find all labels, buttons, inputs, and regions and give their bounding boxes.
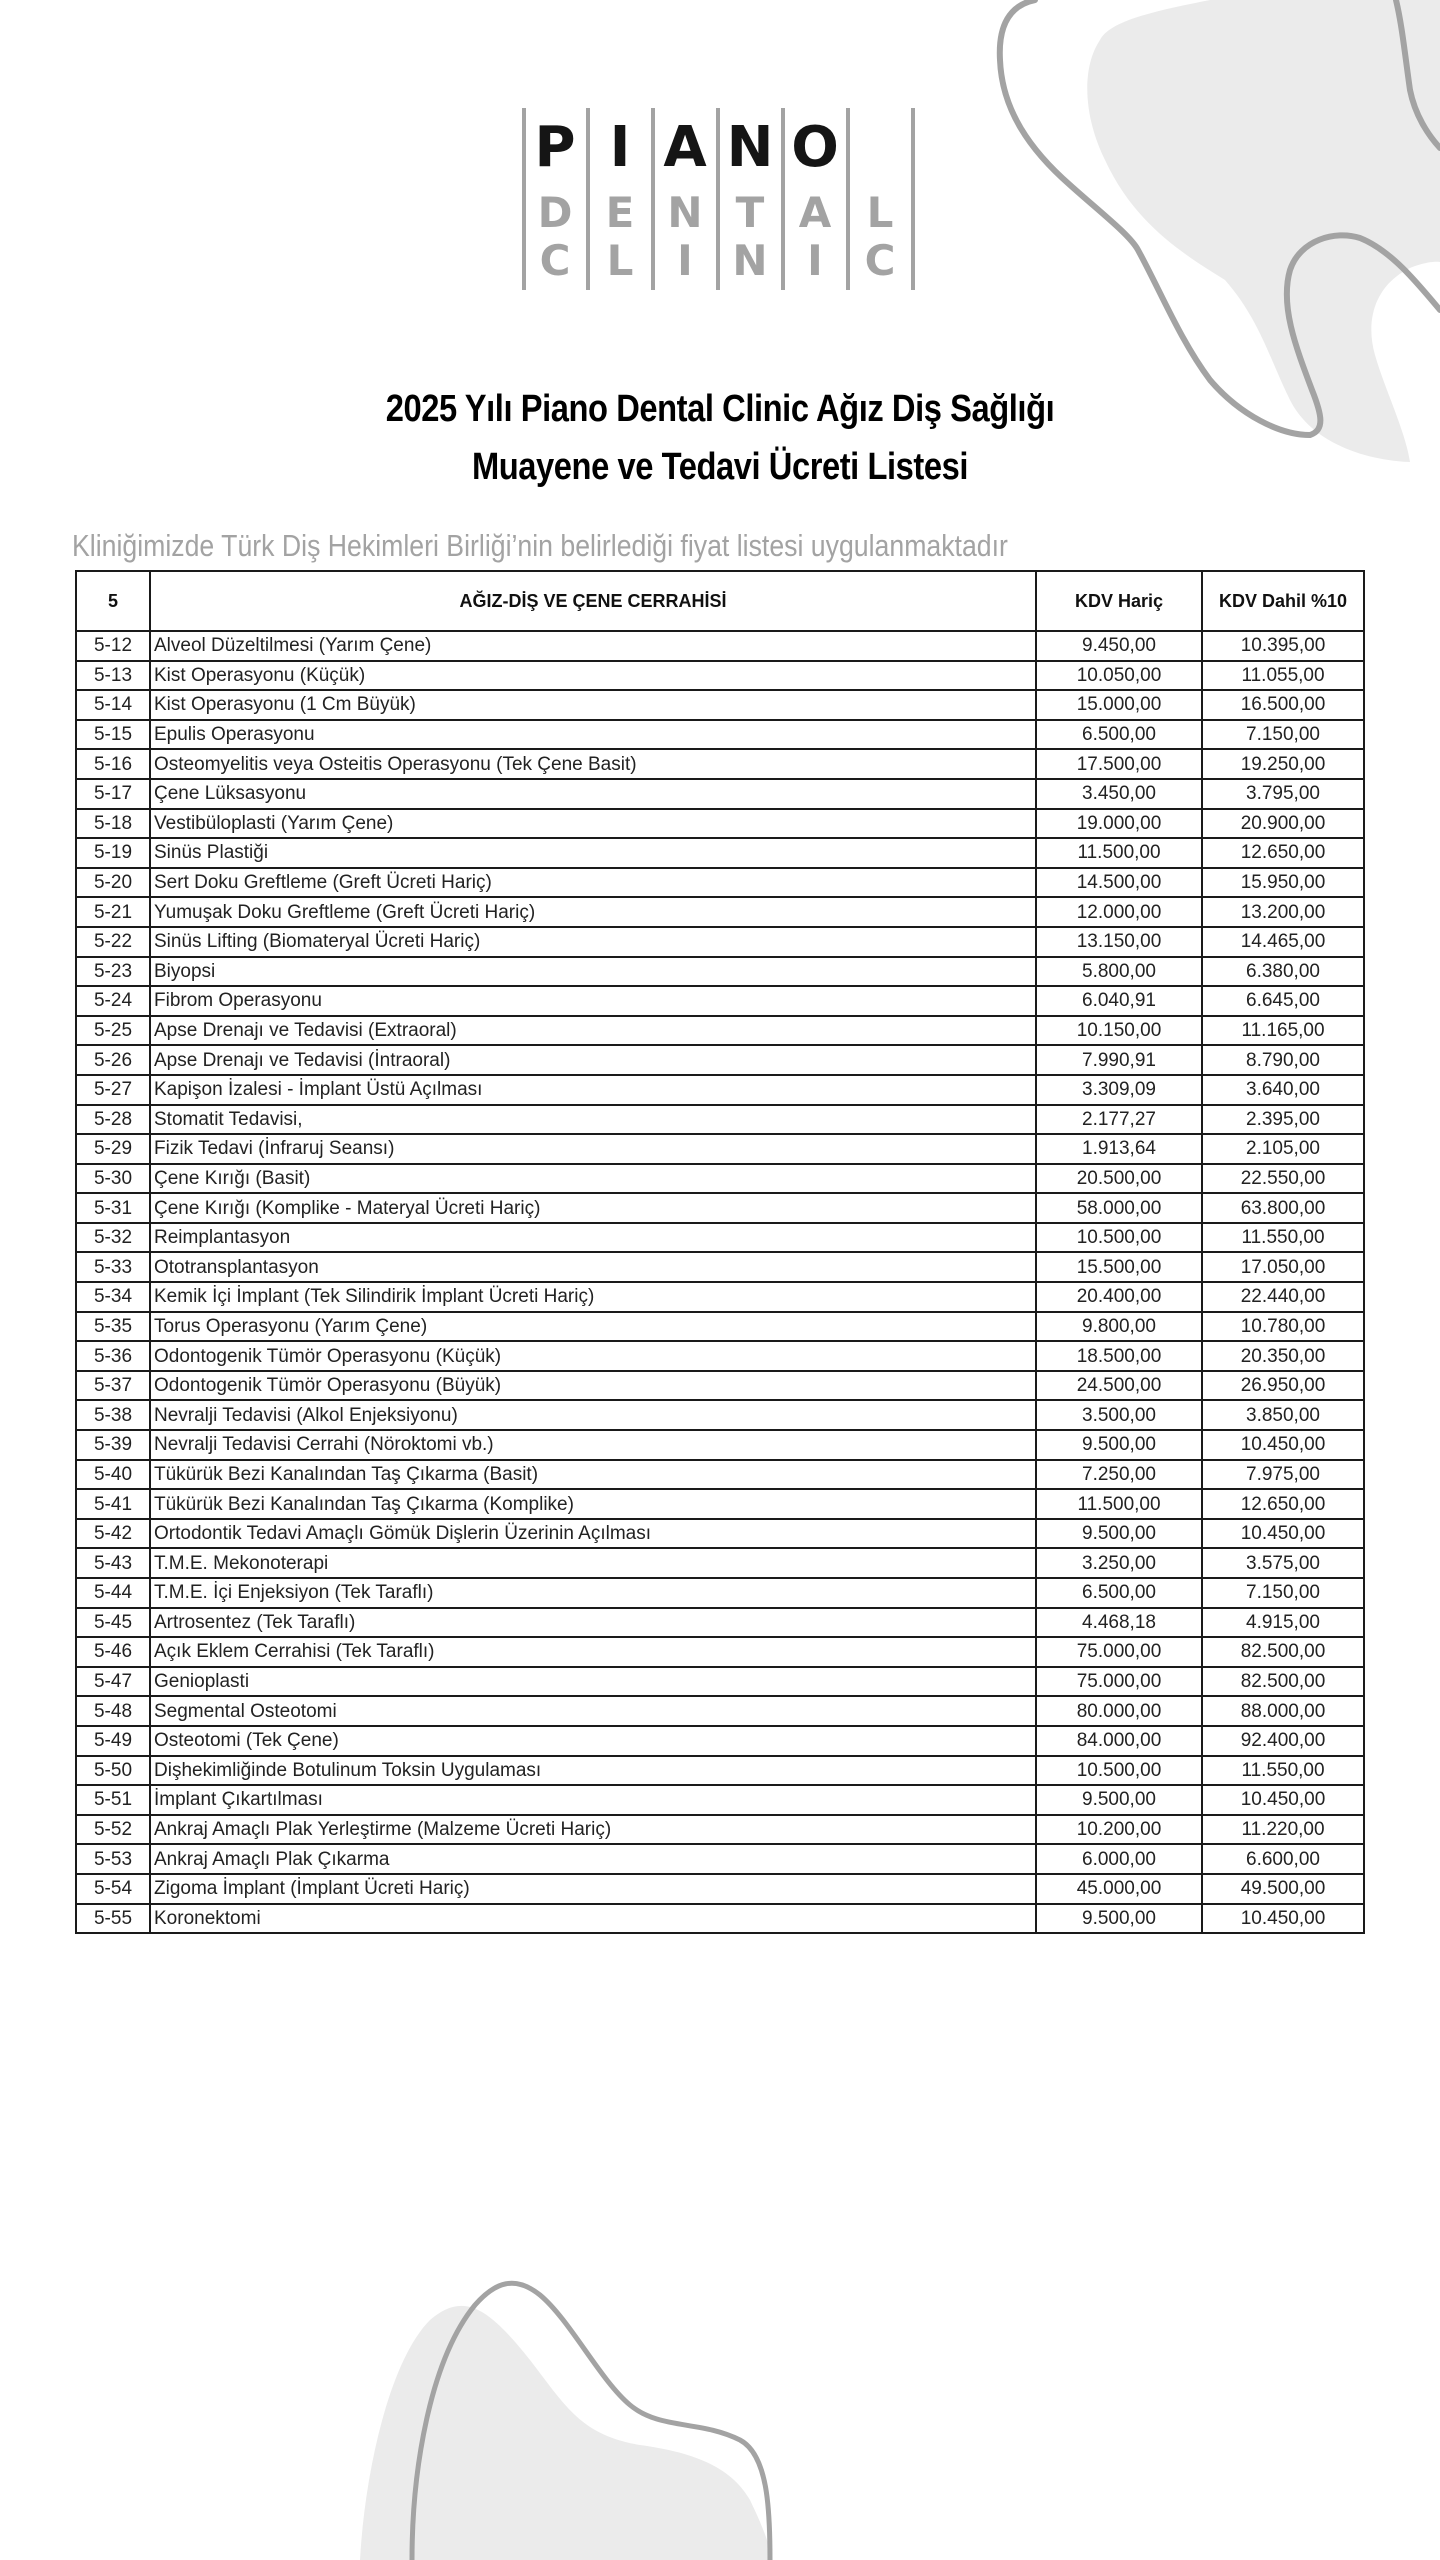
procedure-name-cell: Çene Kırığı (Basit): [150, 1164, 1036, 1194]
table-row: [76, 1756, 1364, 1786]
table-row: [76, 1844, 1364, 1874]
price-incl-vat-cell: 10.395,00: [1202, 631, 1364, 661]
procedure-name-cell: Sinüs Lifting (Biomateryal Ücreti Hariç): [150, 927, 1036, 957]
procedure-code-cell: 5-51: [76, 1785, 150, 1815]
procedure-name-cell: Fibrom Operasyonu: [150, 986, 1036, 1016]
procedure-name-cell: Koronektomi: [150, 1904, 1036, 1934]
table-row: [76, 1726, 1364, 1756]
procedure-code-cell: 5-32: [76, 1223, 150, 1253]
logo-letter: N: [726, 115, 774, 180]
procedure-name-cell: Osteomyelitis veya Osteitis Operasyonu (Tek Çene Basit): [150, 749, 1036, 779]
procedure-name-cell: Çene Kırığı (Komplike - Materyal Ücreti Hariç): [150, 1193, 1036, 1223]
price-excl-vat-cell: 15.500,00: [1036, 1252, 1202, 1282]
procedure-name-cell: Kemik İçi İmplant (Tek Silindirik İmplant Ücreti Hariç): [150, 1282, 1036, 1312]
procedure-name-cell: Dişhekimliğinde Botulinum Toksin Uygulaması: [150, 1756, 1036, 1786]
price-incl-vat-cell: 7.150,00: [1202, 720, 1364, 750]
procedure-code-cell: 5-17: [76, 779, 150, 809]
procedure-code-cell: 5-43: [76, 1548, 150, 1578]
procedure-code-cell: 5-49: [76, 1726, 150, 1756]
price-excl-vat-cell: 6.040,91: [1036, 986, 1202, 1016]
table-row: [76, 779, 1364, 809]
price-incl-vat-cell: 3.575,00: [1202, 1548, 1364, 1578]
procedure-name-cell: Açık Eklem Cerrahisi (Tek Taraflı): [150, 1637, 1036, 1667]
procedure-name-cell: Kist Operasyonu (1 Cm Büyük): [150, 690, 1036, 720]
price-incl-vat-cell: 19.250,00: [1202, 749, 1364, 779]
price-excl-vat-cell: 6.000,00: [1036, 1844, 1202, 1874]
price-incl-vat-cell: 88.000,00: [1202, 1696, 1364, 1726]
tooth-decoration-bottom-icon: [300, 2240, 1200, 2560]
table-row: [76, 1252, 1364, 1282]
price-excl-vat-cell: 9.500,00: [1036, 1519, 1202, 1549]
price-excl-vat-cell: 6.500,00: [1036, 720, 1202, 750]
table-row: [76, 1282, 1364, 1312]
price-excl-vat-cell: 75.000,00: [1036, 1637, 1202, 1667]
price-incl-vat-cell: 26.950,00: [1202, 1371, 1364, 1401]
procedure-code-cell: 5-27: [76, 1075, 150, 1105]
table-row: [76, 661, 1364, 691]
logo-letter: N: [732, 236, 768, 285]
table-row: [76, 1667, 1364, 1697]
procedure-name-cell: İmplant Çıkartılması: [150, 1785, 1036, 1815]
procedure-code-cell: 5-26: [76, 1045, 150, 1075]
procedure-name-cell: Fizik Tedavi (İnfraruj Seansı): [150, 1134, 1036, 1164]
table-row: [76, 1164, 1364, 1194]
price-excl-vat-cell: 3.309,09: [1036, 1075, 1202, 1105]
price-excl-vat-cell: 20.400,00: [1036, 1282, 1202, 1312]
procedure-name-cell: Reimplantasyon: [150, 1223, 1036, 1253]
procedure-code-cell: 5-16: [76, 749, 150, 779]
price-incl-vat-cell: 4.915,00: [1202, 1608, 1364, 1638]
price-excl-vat-cell: 7.250,00: [1036, 1460, 1202, 1490]
procedure-name-cell: Tükürük Bezi Kanalından Taş Çıkarma (Basit): [150, 1460, 1036, 1490]
price-excl-vat-cell: 24.500,00: [1036, 1371, 1202, 1401]
price-excl-vat-cell: 12.000,00: [1036, 897, 1202, 927]
price-excl-vat-cell: 9.500,00: [1036, 1904, 1202, 1934]
price-excl-vat-cell: 7.990,91: [1036, 1045, 1202, 1075]
price-incl-vat-cell: 82.500,00: [1202, 1637, 1364, 1667]
section-title-header: AĞIZ-DİŞ VE ÇENE CERRAHİSİ: [150, 571, 1036, 631]
table-row: [76, 868, 1364, 898]
procedure-code-cell: 5-42: [76, 1519, 150, 1549]
price-incl-vat-cell: 15.950,00: [1202, 868, 1364, 898]
procedure-code-cell: 5-36: [76, 1341, 150, 1371]
procedure-name-cell: Ototransplantasyon: [150, 1252, 1036, 1282]
procedure-code-cell: 5-38: [76, 1400, 150, 1430]
table-row: [76, 1637, 1364, 1667]
price-incl-vat-cell: 92.400,00: [1202, 1726, 1364, 1756]
section-number-header: 5: [76, 571, 150, 631]
procedure-code-cell: 5-13: [76, 661, 150, 691]
table-row: [76, 720, 1364, 750]
procedure-code-cell: 5-24: [76, 986, 150, 1016]
price-excl-vat-cell: 1.913,64: [1036, 1134, 1202, 1164]
table-row: [76, 986, 1364, 1016]
procedure-name-cell: Zigoma İmplant (İmplant Ücreti Hariç): [150, 1874, 1036, 1904]
procedure-name-cell: Artrosentez (Tek Taraflı): [150, 1608, 1036, 1638]
table-body: [76, 631, 1364, 1933]
table-row: [76, 957, 1364, 987]
price-incl-vat-cell: 8.790,00: [1202, 1045, 1364, 1075]
procedure-code-cell: 5-44: [76, 1578, 150, 1608]
price-incl-vat-cell: 82.500,00: [1202, 1667, 1364, 1697]
price-excl-vat-cell: 9.500,00: [1036, 1785, 1202, 1815]
price-excl-vat-cell: 45.000,00: [1036, 1874, 1202, 1904]
procedure-name-cell: Yumuşak Doku Greftleme (Greft Ücreti Hariç): [150, 897, 1036, 927]
page-title-line-1: 2025 Yılı Piano Dental Clinic Ağız Diş Sağlığı: [385, 388, 1055, 430]
price-incl-vat-cell: 17.050,00: [1202, 1252, 1364, 1282]
procedure-name-cell: Odontogenik Tümör Operasyonu (Küçük): [150, 1341, 1036, 1371]
procedure-code-cell: 5-47: [76, 1667, 150, 1697]
procedure-code-cell: 5-31: [76, 1193, 150, 1223]
table-row: [76, 1874, 1364, 1904]
price-excl-vat-cell: 11.500,00: [1036, 1489, 1202, 1519]
table-row: [76, 1223, 1364, 1253]
procedure-code-cell: 5-45: [76, 1608, 150, 1638]
price-excl-vat-cell: 10.500,00: [1036, 1223, 1202, 1253]
procedure-name-cell: Ortodontik Tedavi Amaçlı Gömük Dişlerin Üzerinin Açılması: [150, 1519, 1036, 1549]
price-excl-vat-cell: 84.000,00: [1036, 1726, 1202, 1756]
price-excl-vat-cell: 10.150,00: [1036, 1016, 1202, 1046]
table-row: [76, 1904, 1364, 1934]
logo-letter: L: [606, 236, 634, 285]
price-incl-vat-cell: 10.450,00: [1202, 1785, 1364, 1815]
table-row: [76, 1193, 1364, 1223]
table-row: [76, 927, 1364, 957]
table-row: [76, 1045, 1364, 1075]
price-excl-vat-cell: 19.000,00: [1036, 809, 1202, 839]
price-incl-vat-cell: 11.550,00: [1202, 1223, 1364, 1253]
table-row: [76, 1519, 1364, 1549]
procedure-code-cell: 5-33: [76, 1252, 150, 1282]
page-subtitle: Kliniğimizde Türk Diş Hekimleri Birliği’nin belirlediği fiyat listesi uygulanmaktadır: [72, 528, 1008, 563]
price-excl-vat-cell: 2.177,27: [1036, 1105, 1202, 1135]
procedure-name-cell: Ankraj Amaçlı Plak Çıkarma: [150, 1844, 1036, 1874]
logo-letter: E: [605, 188, 635, 237]
logo-letter: I: [677, 236, 693, 285]
price-excl-vat-cell: 9.800,00: [1036, 1312, 1202, 1342]
price-incl-vat-cell: 3.640,00: [1202, 1075, 1364, 1105]
price-incl-vat-cell: 12.650,00: [1202, 1489, 1364, 1519]
price-excl-vat-cell: 75.000,00: [1036, 1667, 1202, 1697]
procedure-code-cell: 5-12: [76, 631, 150, 661]
price-excl-vat-cell: 9.500,00: [1036, 1430, 1202, 1460]
price-excl-vat-cell: 3.500,00: [1036, 1400, 1202, 1430]
price-incl-vat-cell: 20.900,00: [1202, 809, 1364, 839]
price-excl-vat-cell: 9.450,00: [1036, 631, 1202, 661]
price-excl-vat-cell: 13.150,00: [1036, 927, 1202, 957]
procedure-name-cell: Ankraj Amaçlı Plak Yerleştirme (Malzeme Ücreti Hariç): [150, 1815, 1036, 1845]
procedure-name-cell: Sinüs Plastiği: [150, 838, 1036, 868]
procedure-code-cell: 5-15: [76, 720, 150, 750]
procedure-code-cell: 5-39: [76, 1430, 150, 1460]
price-incl-vat-cell: 12.650,00: [1202, 838, 1364, 868]
price-incl-vat-cell: 3.795,00: [1202, 779, 1364, 809]
price-incl-vat-cell: 7.975,00: [1202, 1460, 1364, 1490]
procedure-name-cell: Biyopsi: [150, 957, 1036, 987]
price-incl-vat-cell: 63.800,00: [1202, 1193, 1364, 1223]
price-incl-vat-cell: 11.055,00: [1202, 661, 1364, 691]
price-incl-vat-cell: 6.600,00: [1202, 1844, 1364, 1874]
page-title-line-2: Muayene ve Tedavi Ücreti Listesi: [471, 446, 969, 488]
price-table: [75, 570, 1365, 1934]
procedure-name-cell: Çene Lüksasyonu: [150, 779, 1036, 809]
logo-divider: [911, 108, 915, 290]
logo-letter: N: [667, 188, 703, 237]
procedure-name-cell: Kist Operasyonu (Küçük): [150, 661, 1036, 691]
price-excl-vat-cell: 6.500,00: [1036, 1578, 1202, 1608]
procedure-name-cell: Epulis Operasyonu: [150, 720, 1036, 750]
procedure-name-cell: Nevralji Tedavisi Cerrahi (Nöroktomi vb.): [150, 1430, 1036, 1460]
procedure-name-cell: Torus Operasyonu (Yarım Çene): [150, 1312, 1036, 1342]
price-incl-vat-cell: 13.200,00: [1202, 897, 1364, 927]
logo-letter: P: [534, 115, 576, 180]
price-incl-vat-cell: 6.380,00: [1202, 957, 1364, 987]
procedure-name-cell: Nevralji Tedavisi (Alkol Enjeksiyonu): [150, 1400, 1036, 1430]
procedure-name-cell: Osteotomi (Tek Çene): [150, 1726, 1036, 1756]
procedure-name-cell: Apse Drenajı ve Tedavisi (İntraoral): [150, 1045, 1036, 1075]
price-excl-vat-cell: 58.000,00: [1036, 1193, 1202, 1223]
procedure-code-cell: 5-28: [76, 1105, 150, 1135]
tooth-outline-shape: [412, 2283, 770, 2560]
table-row: [76, 1105, 1364, 1135]
table-row: [76, 1430, 1364, 1460]
procedure-code-cell: 5-22: [76, 927, 150, 957]
procedure-code-cell: 5-53: [76, 1844, 150, 1874]
price-excl-vat-cell: 17.500,00: [1036, 749, 1202, 779]
table-row: [76, 1489, 1364, 1519]
table-row: [76, 1075, 1364, 1105]
price-incl-vat-cell: 3.850,00: [1202, 1400, 1364, 1430]
table-row: [76, 897, 1364, 927]
table-row: [76, 1400, 1364, 1430]
table-row: [76, 1608, 1364, 1638]
price-incl-vat-cell: 14.465,00: [1202, 927, 1364, 957]
procedure-code-cell: 5-40: [76, 1460, 150, 1490]
price-incl-vat-cell: 2.395,00: [1202, 1105, 1364, 1135]
procedure-code-cell: 5-35: [76, 1312, 150, 1342]
price-excl-vat-cell: 10.050,00: [1036, 661, 1202, 691]
price-excl-vat-cell: 15.000,00: [1036, 690, 1202, 720]
table-row: [76, 1548, 1364, 1578]
table-row: [76, 1371, 1364, 1401]
price-excl-vat-cell: 14.500,00: [1036, 868, 1202, 898]
table-row: [76, 749, 1364, 779]
table-row: [76, 1134, 1364, 1164]
price-incl-vat-cell: 2.105,00: [1202, 1134, 1364, 1164]
tooth-outline-shape-right: [1396, 0, 1440, 148]
procedure-code-cell: 5-21: [76, 897, 150, 927]
procedure-code-cell: 5-34: [76, 1282, 150, 1312]
table-row: [76, 838, 1364, 868]
clinic-logo: [522, 108, 918, 290]
procedure-name-cell: T.M.E. Mekonoterapi: [150, 1548, 1036, 1578]
price-excl-vat-cell: 18.500,00: [1036, 1341, 1202, 1371]
procedure-name-cell: T.M.E. İçi Enjeksiyon (Tek Taraflı): [150, 1578, 1036, 1608]
procedure-code-cell: 5-23: [76, 957, 150, 987]
price-incl-vat-cell: 22.550,00: [1202, 1164, 1364, 1194]
procedure-name-cell: Alveol Düzeltilmesi (Yarım Çene): [150, 631, 1036, 661]
price-incl-vat-cell: 10.450,00: [1202, 1430, 1364, 1460]
procedure-name-cell: Kapişon İzalesi - İmplant Üstü Açılması: [150, 1075, 1036, 1105]
procedure-code-cell: 5-46: [76, 1637, 150, 1667]
table-row: [76, 1312, 1364, 1342]
procedure-code-cell: 5-55: [76, 1904, 150, 1934]
price-incl-vat-cell: 16.500,00: [1202, 690, 1364, 720]
price-incl-vat-cell: 10.450,00: [1202, 1519, 1364, 1549]
price-incl-vat-cell: 11.165,00: [1202, 1016, 1364, 1046]
price-incl-vat-cell: 7.150,00: [1202, 1578, 1364, 1608]
procedure-code-cell: 5-18: [76, 809, 150, 839]
table-row: [76, 809, 1364, 839]
procedure-code-cell: 5-19: [76, 838, 150, 868]
table-row: [76, 690, 1364, 720]
logo-letter: C: [539, 236, 571, 285]
logo-letter: C: [864, 236, 896, 285]
table-row: [76, 1785, 1364, 1815]
price-incl-vat-header: KDV Dahil %10: [1202, 571, 1364, 631]
logo-letter: I: [609, 115, 631, 180]
table-row: [76, 1016, 1364, 1046]
procedure-name-cell: Segmental Osteotomi: [150, 1696, 1036, 1726]
table-row: [76, 631, 1364, 661]
procedure-code-cell: 5-20: [76, 868, 150, 898]
logo-letter: I: [807, 236, 823, 285]
logo-letter: A: [798, 188, 832, 237]
price-excl-vat-cell: 5.800,00: [1036, 957, 1202, 987]
price-excl-vat-cell: 11.500,00: [1036, 838, 1202, 868]
price-incl-vat-cell: 49.500,00: [1202, 1874, 1364, 1904]
procedure-code-cell: 5-30: [76, 1164, 150, 1194]
tooth-outline-shape: [1000, 0, 1440, 435]
procedure-name-cell: Vestibüloplasti (Yarım Çene): [150, 809, 1036, 839]
procedure-name-cell: Sert Doku Greftleme (Greft Ücreti Hariç): [150, 868, 1036, 898]
logo-letter: T: [735, 188, 765, 237]
price-incl-vat-cell: 11.550,00: [1202, 1756, 1364, 1786]
price-excl-vat-cell: 80.000,00: [1036, 1696, 1202, 1726]
price-incl-vat-cell: 22.440,00: [1202, 1282, 1364, 1312]
table-row: [76, 1815, 1364, 1845]
price-incl-vat-cell: 11.220,00: [1202, 1815, 1364, 1845]
procedure-code-cell: 5-37: [76, 1371, 150, 1401]
procedure-code-cell: 5-48: [76, 1696, 150, 1726]
price-excl-vat-cell: 10.500,00: [1036, 1756, 1202, 1786]
logo-letter: A: [663, 115, 707, 180]
price-excl-vat-cell: 3.250,00: [1036, 1548, 1202, 1578]
procedure-code-cell: 5-41: [76, 1489, 150, 1519]
table-row: [76, 1460, 1364, 1490]
procedure-name-cell: Stomatit Tedavisi,: [150, 1105, 1036, 1135]
price-incl-vat-cell: 10.450,00: [1202, 1904, 1364, 1934]
tooth-fill-shape: [360, 2306, 772, 2560]
procedure-name-cell: Odontogenik Tümör Operasyonu (Büyük): [150, 1371, 1036, 1401]
procedure-code-cell: 5-14: [76, 690, 150, 720]
logo-letter: D: [537, 188, 573, 237]
procedure-code-cell: 5-50: [76, 1756, 150, 1786]
price-excl-vat-cell: 4.468,18: [1036, 1608, 1202, 1638]
logo-letter: L: [866, 188, 894, 237]
procedure-name-cell: Tükürük Bezi Kanalından Taş Çıkarma (Komplike): [150, 1489, 1036, 1519]
logo-letter: O: [791, 115, 839, 180]
procedure-code-cell: 5-52: [76, 1815, 150, 1845]
table-row: [76, 1696, 1364, 1726]
procedure-code-cell: 5-29: [76, 1134, 150, 1164]
price-incl-vat-cell: 10.780,00: [1202, 1312, 1364, 1342]
price-incl-vat-cell: 20.350,00: [1202, 1341, 1364, 1371]
procedure-name-cell: Genioplasti: [150, 1667, 1036, 1697]
price-excl-vat-cell: 10.200,00: [1036, 1815, 1202, 1845]
table-header-row: [76, 571, 1364, 631]
procedure-name-cell: Apse Drenajı ve Tedavisi (Extraoral): [150, 1016, 1036, 1046]
procedure-code-cell: 5-25: [76, 1016, 150, 1046]
price-excl-vat-header: KDV Hariç: [1036, 571, 1202, 631]
price-incl-vat-cell: 6.645,00: [1202, 986, 1364, 1016]
table-row: [76, 1578, 1364, 1608]
price-excl-vat-cell: 20.500,00: [1036, 1164, 1202, 1194]
table-row: [76, 1341, 1364, 1371]
price-excl-vat-cell: 3.450,00: [1036, 779, 1202, 809]
procedure-code-cell: 5-54: [76, 1874, 150, 1904]
